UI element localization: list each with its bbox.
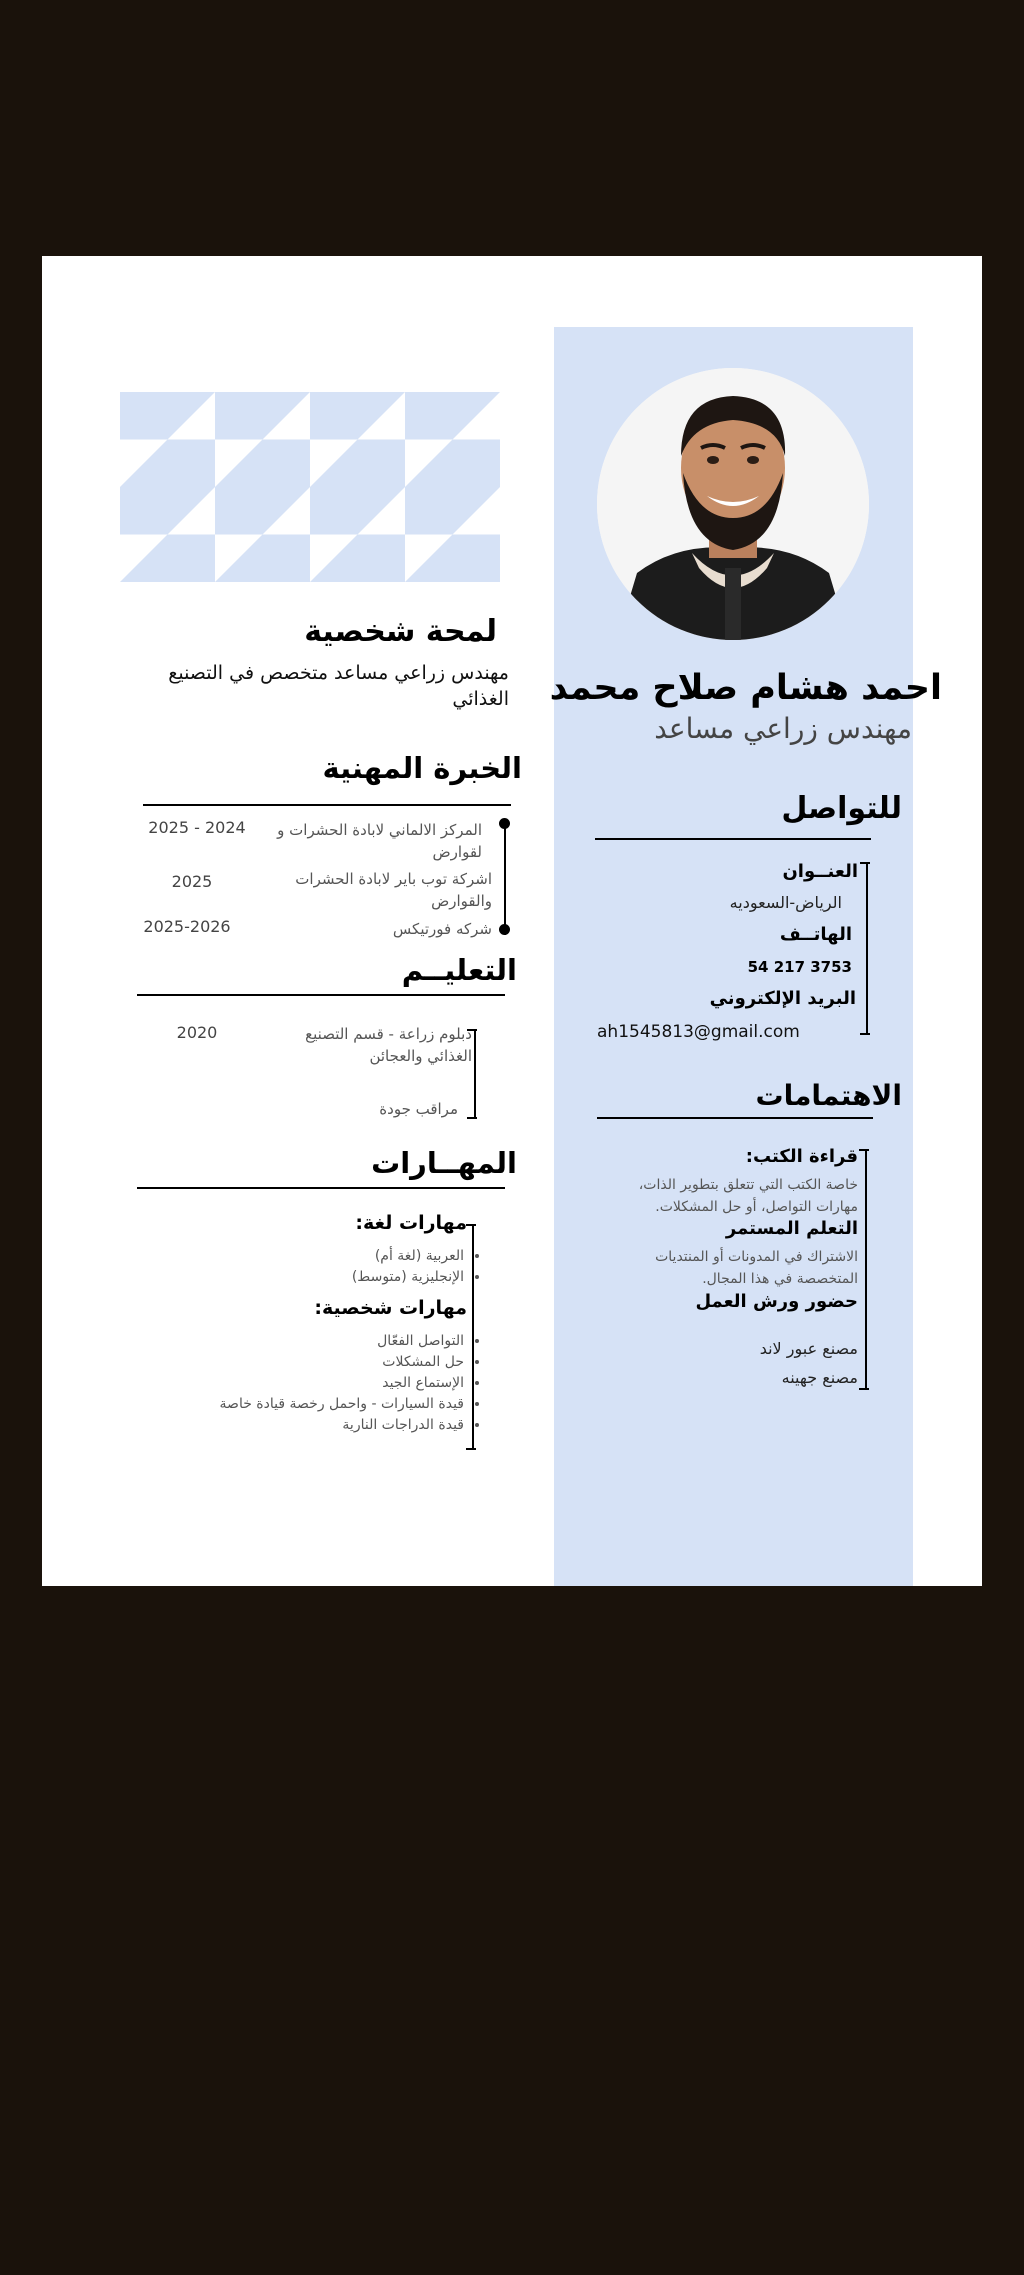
pattern-cell — [215, 440, 263, 488]
skill-item: • قيدة السيارات - واحمل رخصة قيادة خاصة — [162, 1394, 464, 1415]
experience-rule — [143, 804, 511, 806]
skills-rule — [137, 1187, 505, 1189]
interest-title: حضور ورش العمل — [695, 1291, 858, 1312]
experience-timeline — [504, 823, 506, 935]
pattern-cell — [215, 535, 263, 583]
pattern-cell — [120, 440, 168, 488]
skill-item: • حل المشكلات — [162, 1352, 464, 1373]
education-rule — [137, 994, 505, 996]
profile-name: احمد هشام صلاح محمد — [549, 668, 942, 708]
workshop-item: مصنع عبور لاند — [759, 1339, 858, 1358]
timeline-dot — [499, 924, 510, 935]
pattern-cell — [453, 392, 501, 440]
pattern-cell — [215, 487, 263, 535]
decorative-pattern — [120, 392, 500, 582]
contact-rule — [595, 838, 871, 840]
skill-item: • العربية (لغة أم) — [242, 1246, 464, 1267]
pattern-cell — [263, 487, 311, 535]
pattern-cell — [453, 487, 501, 535]
pattern-cell — [168, 392, 216, 440]
pattern-cell — [453, 535, 501, 583]
address-value: الرياض-السعوديه — [729, 893, 842, 912]
experience-years: 2025-2026 — [143, 917, 231, 936]
interest-desc-line: مهارات التواصل، أو حل المشكلات. — [655, 1199, 858, 1215]
pattern-cell — [310, 535, 358, 583]
experience-years: 2025 — [171, 872, 213, 891]
interest-desc-line: خاصة الكتب التي تتعلق بتطوير الذات، — [638, 1177, 858, 1193]
education-item: مراقب جودة — [379, 1100, 458, 1118]
timeline-cap — [467, 1117, 477, 1119]
email-value[interactable]: ah1545813@gmail.com — [597, 1022, 800, 1042]
pattern-cell — [453, 440, 501, 488]
education-heading: التعليــم — [401, 953, 517, 987]
skills-heading: المهــارات — [371, 1146, 517, 1180]
profile-title: مهندس زراعي مساعد — [654, 712, 912, 745]
interest-desc-line: المتخصصة في هذا المجال. — [702, 1271, 858, 1287]
pattern-cell — [405, 535, 453, 583]
pattern-cell — [405, 392, 453, 440]
experience-company: اشركة توب باير لابادة الحشرات والقوارض — [295, 870, 492, 910]
pattern-cell — [310, 487, 358, 535]
pattern-cell — [358, 392, 406, 440]
timeline-cap — [860, 862, 870, 864]
skill-item: • التواصل الفعّال — [162, 1331, 464, 1352]
timeline-cap — [466, 1224, 476, 1226]
pattern-cell — [120, 535, 168, 583]
contact-heading: للتواصل — [781, 791, 902, 826]
education-item: دبلوم زراعة - قسم التصنيع الغذائي والعجائن — [305, 1025, 472, 1065]
pattern-cell — [120, 392, 168, 440]
skill-item: • الإستماع الجيد — [162, 1373, 464, 1394]
interests-timeline — [865, 1149, 867, 1389]
timeline-cap — [859, 1388, 869, 1390]
pattern-cell — [168, 440, 216, 488]
pattern-cell — [358, 487, 406, 535]
experience-company: المركز الالماني لابادة الحشرات و لقوارض — [277, 821, 482, 861]
address-label: العنــوان — [782, 861, 858, 882]
email-label: البريد الإلكتروني — [709, 988, 856, 1009]
pattern-cell — [263, 535, 311, 583]
interest-desc — [582, 1174, 858, 1218]
skill-item: • الإنجليزية (متوسط) — [242, 1267, 464, 1288]
summary-text: مهندس زراعي مساعد متخصص في التصنيع الغذائي — [168, 662, 509, 710]
language-skills-list — [242, 1246, 484, 1288]
pattern-cell — [358, 440, 406, 488]
education-year: 2020 — [176, 1023, 218, 1042]
pattern-cell — [120, 487, 168, 535]
timeline-cap — [859, 1149, 869, 1151]
workshop-list — [602, 1334, 858, 1392]
education-timeline — [474, 1029, 476, 1118]
pattern-cell — [310, 440, 358, 488]
profile-photo — [597, 368, 869, 640]
timeline-cap — [466, 1448, 476, 1450]
experience-years: 2025 - 2024 — [148, 818, 246, 837]
experience-heading: الخبرة المهنية — [322, 751, 522, 785]
skill-item: • قيدة الدراجات النارية — [162, 1415, 464, 1436]
phone-value: 54 217 3753 — [747, 958, 852, 976]
pattern-cell — [358, 535, 406, 583]
pattern-cell — [168, 535, 216, 583]
interest-title: التعلم المستمر — [725, 1218, 858, 1239]
timeline-cap — [860, 1033, 870, 1035]
pattern-cell — [405, 440, 453, 488]
resume-page — [42, 256, 982, 1586]
pattern-cell — [215, 392, 263, 440]
interests-rule — [597, 1117, 873, 1119]
timeline-dot — [499, 818, 510, 829]
pattern-cell — [310, 392, 358, 440]
contact-timeline — [866, 862, 868, 1034]
experience-company: شركه فورتيكس — [392, 920, 492, 938]
summary-heading: لمحة شخصية — [304, 614, 497, 649]
pattern-cell — [405, 487, 453, 535]
interests-heading: الاهتمامات — [755, 1079, 902, 1112]
phone-label: الهاتــف — [779, 924, 852, 945]
workshop-item: مصنع جهينه — [781, 1368, 858, 1387]
interest-title: قراءة الكتب: — [745, 1146, 858, 1167]
pattern-cell — [263, 440, 311, 488]
language-skills-heading: مهارات لغة: — [355, 1212, 467, 1234]
pattern-cell — [168, 487, 216, 535]
interest-desc-line: الاشتراك في المدونات أو المنتديات — [655, 1249, 858, 1265]
pattern-cell — [263, 392, 311, 440]
personal-skills-heading: مهارات شخصية: — [314, 1297, 467, 1319]
personal-skills-list — [162, 1331, 484, 1436]
interest-desc — [582, 1246, 858, 1290]
